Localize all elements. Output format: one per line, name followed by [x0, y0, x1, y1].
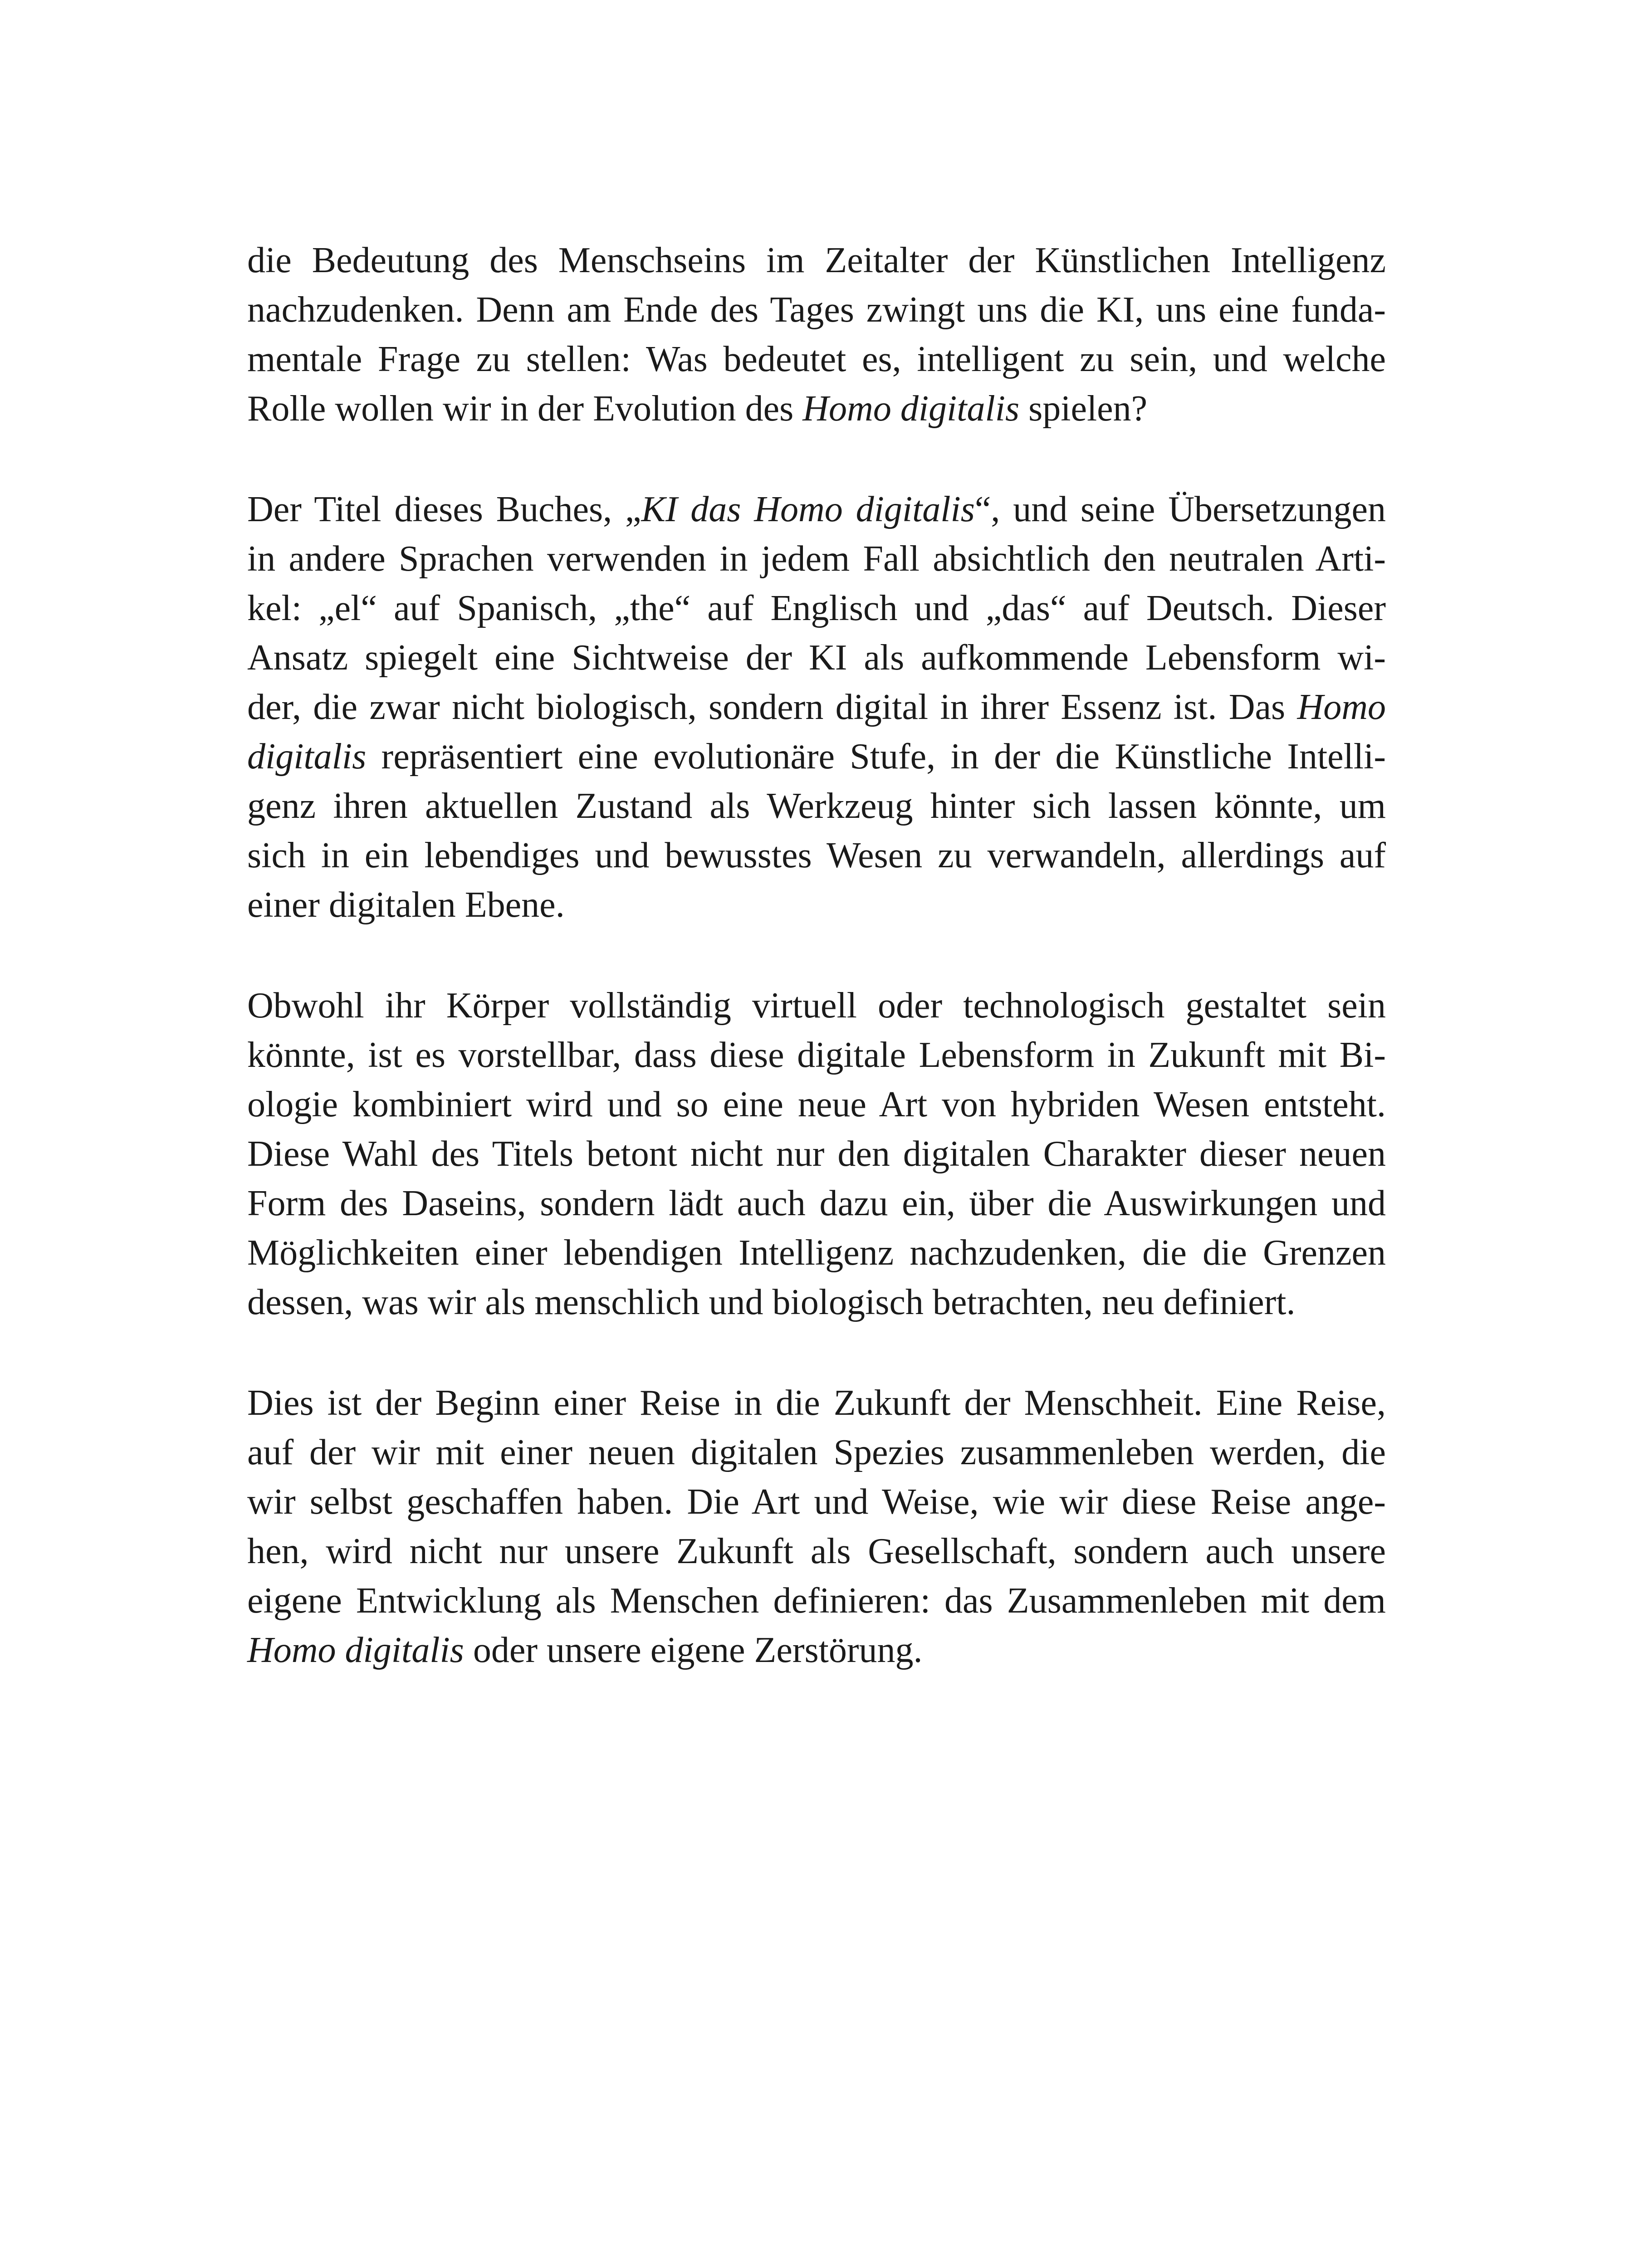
text-segment: Rolle wollen wir in der Evolution des: [247, 389, 803, 429]
paragraph: [247, 981, 1386, 1327]
text-segment: ologie kombiniert wird und so eine neue Art von hybriden Wesen entsteht.: [247, 1085, 1386, 1124]
body-text: [247, 236, 1386, 1726]
text-segment: kel: „el“ auf Spanisch, „the“ auf Englisch und „das“ auf Deutsch. Dieser: [247, 588, 1386, 628]
text-segment: oder unsere eigene Zerstörung.: [464, 1630, 923, 1670]
text-line: [247, 1428, 1386, 1477]
text-line: [247, 732, 1386, 782]
text-segment: spielen?: [1019, 389, 1148, 429]
text-line: [247, 633, 1386, 683]
paragraph: [247, 1378, 1386, 1675]
text-line: [247, 485, 1386, 534]
italic-text: Homo digitalis: [247, 1630, 464, 1670]
text-line: [247, 1031, 1386, 1080]
text-segment: mentale Frage zu stellen: Was bedeutet es, intelligent zu sein, und welche: [247, 339, 1386, 379]
text-line: [247, 285, 1386, 335]
text-segment: dessen, was wir als menschlich und biologisch betrachten, neu definiert.: [247, 1282, 1296, 1322]
text-segment: die Bedeutung des Menschseins im Zeitalter der Künstlichen Intelligenz: [247, 240, 1386, 280]
text-line: [247, 831, 1386, 880]
text-line: [247, 1278, 1386, 1327]
text-segment: Obwohl ihr Körper vollständig virtuell oder technologisch gestaltet sein: [247, 986, 1386, 1026]
text-segment: einer digitalen Ebene.: [247, 885, 565, 925]
paragraph: [247, 485, 1386, 930]
text-segment: eigene Entwicklung als Menschen definieren: das Zusammenleben mit dem: [247, 1581, 1386, 1621]
text-line: [247, 683, 1386, 732]
italic-text: KI das Homo digitalis: [641, 489, 975, 529]
paragraph: [247, 236, 1386, 434]
text-segment: der, die zwar nicht biologisch, sondern digital in ihrer Essenz ist. Das: [247, 687, 1297, 727]
text-line: [247, 981, 1386, 1031]
text-segment: sich in ein lebendiges und bewusstes Wesen zu verwandeln, allerdings auf: [247, 836, 1386, 875]
text-segment: Dies ist der Beginn einer Reise in die Zukunft der Menschheit. Eine Reise,: [247, 1383, 1386, 1423]
text-segment: in andere Sprachen verwenden in jedem Fall absichtlich den neutralen Arti-: [247, 539, 1386, 579]
text-line: [247, 1576, 1386, 1626]
italic-text: Homo: [1297, 687, 1386, 727]
text-segment: Der Titel dieses Buches, „: [247, 489, 641, 529]
text-line: [247, 236, 1386, 285]
text-segment: Form des Daseins, sondern lädt auch dazu ein, über die Auswirkungen und: [247, 1183, 1386, 1223]
italic-text: digitalis: [247, 737, 367, 777]
text-segment: Diese Wahl des Titels betont nicht nur den digitalen Charakter dieser neuen: [247, 1134, 1386, 1174]
text-line: [247, 880, 1386, 930]
text-line: [247, 1626, 1386, 1675]
text-line: [247, 384, 1386, 434]
text-line: [247, 534, 1386, 584]
text-segment: repräsentiert eine evolutionäre Stufe, in der die Künstliche Intelli-: [366, 737, 1386, 777]
text-segment: könnte, ist es vorstellbar, dass diese digitale Lebensform in Zukunft mit Bi-: [247, 1035, 1386, 1075]
text-segment: hen, wird nicht nur unsere Zukunft als Gesellschaft, sondern auch unsere: [247, 1531, 1386, 1571]
text-segment: genz ihren aktuellen Zustand als Werkzeug hinter sich lassen könnte, um: [247, 786, 1386, 826]
text-segment: wir selbst geschaffen haben. Die Art und Weise, wie wir diese Reise ange-: [247, 1482, 1386, 1522]
text-line: [247, 1527, 1386, 1576]
text-segment: Ansatz spiegelt eine Sichtweise der KI als aufkommende Lebensform wi-: [247, 638, 1386, 678]
text-line: [247, 1179, 1386, 1228]
text-segment: “, und seine Übersetzungen: [974, 489, 1386, 529]
text-segment: nachzudenken. Denn am Ende des Tages zwingt uns die KI, uns eine funda-: [247, 290, 1386, 330]
text-line: [247, 782, 1386, 831]
text-line: [247, 1129, 1386, 1179]
text-line: [247, 335, 1386, 384]
italic-text: Homo digitalis: [802, 389, 1020, 429]
text-segment: Möglichkeiten einer lebendigen Intelligenz nachzudenken, die die Grenzen: [247, 1233, 1386, 1273]
text-line: [247, 1080, 1386, 1129]
text-line: [247, 1477, 1386, 1527]
text-line: [247, 584, 1386, 633]
text-line: [247, 1378, 1386, 1428]
text-segment: auf der wir mit einer neuen digitalen Spezies zusammenleben werden, die: [247, 1432, 1386, 1472]
text-line: [247, 1228, 1386, 1278]
